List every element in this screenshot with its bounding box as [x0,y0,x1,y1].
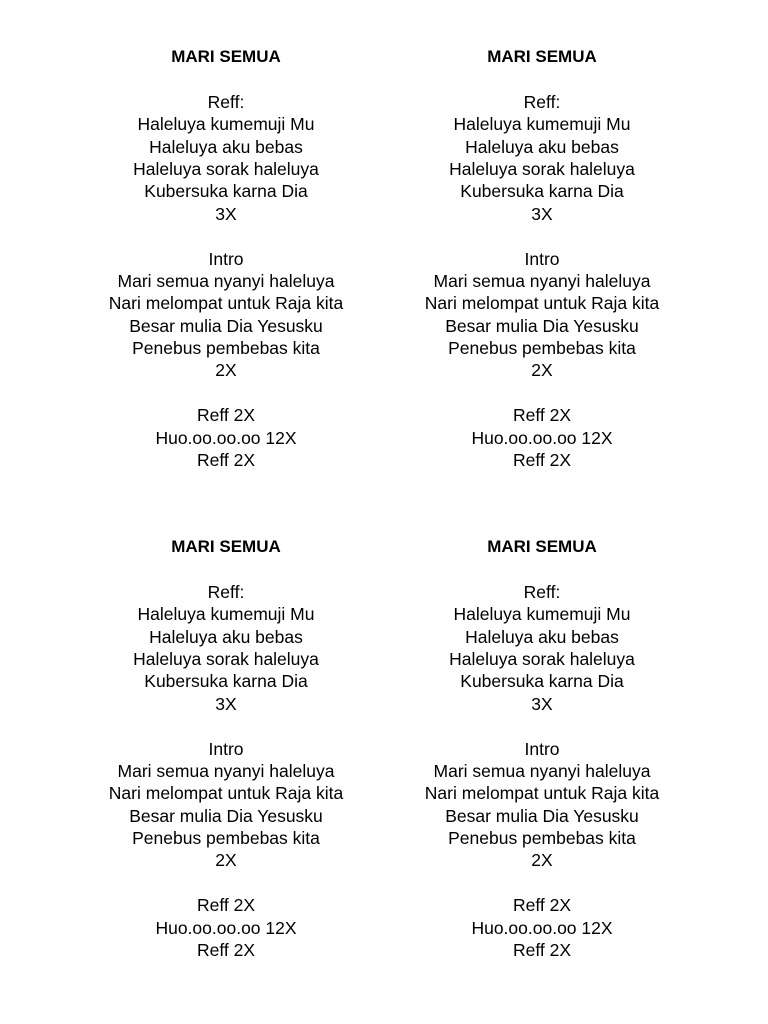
lyric-line: Haleluya kumemuji Mu [137,604,315,625]
lyric-line: Mari semua nyanyi haleluya [117,760,335,781]
lyric-line: Kubersuka karna Dia [460,671,624,692]
repeat-count: 3X [531,203,553,224]
spacer [76,225,376,247]
intro-label: Intro [524,248,560,269]
spacer [392,872,692,894]
lyric-line: Penebus pembebas kita [132,828,320,849]
lyric-line: Huo.oo.oo.oo 12X [471,917,613,938]
lyric-line: Haleluya aku bebas [149,626,303,647]
lyric-line: Kubersuka karna Dia [460,181,624,202]
reff-section [392,91,692,225]
lyric-line: Reff 2X [196,405,256,426]
lyric-line: Nari melompat untuk Raja kita [424,783,660,804]
repeat-count: 2X [531,850,553,871]
lyric-line: Penebus pembebas kita [132,338,320,359]
lyrics-block-bottom-left [76,536,376,961]
repeat-count: 2X [531,360,553,381]
reff-section [76,91,376,225]
intro-section [392,738,692,872]
repeat-count: 2X [215,850,237,871]
lyric-line: Reff 2X [512,450,572,471]
spacer [392,382,692,404]
lyric-line: Haleluya sorak haleluya [133,158,319,179]
lyric-line: Nari melompat untuk Raja kita [424,293,660,314]
lyric-line: Mari semua nyanyi haleluya [117,270,335,291]
repeat-count: 3X [215,693,237,714]
reff-label: Reff: [207,581,245,602]
lyric-line: Haleluya aku bebas [465,626,619,647]
intro-label: Intro [524,738,560,759]
intro-section [76,738,376,872]
lyric-line: Besar mulia Dia Yesusku [129,315,323,336]
intro-label: Intro [208,738,244,759]
lyrics-title: MARI SEMUA [487,47,597,66]
outro-section [76,894,376,961]
lyrics-block-top-left [76,46,376,471]
lyric-line: Haleluya sorak haleluya [449,158,635,179]
repeat-count: 2X [215,360,237,381]
lyric-line: Haleluya kumemuji Mu [453,604,631,625]
lyric-line: Kubersuka karna Dia [144,181,308,202]
lyric-line: Reff 2X [512,940,572,961]
reff-section [76,581,376,715]
lyric-line: Haleluya kumemuji Mu [453,114,631,135]
outro-section [392,894,692,961]
lyric-line: Besar mulia Dia Yesusku [129,805,323,826]
lyric-line: Haleluya sorak haleluya [449,648,635,669]
reff-label: Reff: [523,581,561,602]
lyric-line: Kubersuka karna Dia [144,671,308,692]
lyrics-block-bottom-right [392,536,692,961]
intro-section [76,248,376,382]
lyrics-title: MARI SEMUA [171,47,281,66]
lyric-line: Penebus pembebas kita [448,338,636,359]
lyric-line: Nari melompat untuk Raja kita [108,783,344,804]
lyric-line: Penebus pembebas kita [448,828,636,849]
repeat-count: 3X [531,693,553,714]
repeat-count: 3X [215,203,237,224]
lyric-line: Mari semua nyanyi haleluya [433,760,651,781]
lyric-line: Besar mulia Dia Yesusku [445,315,639,336]
lyric-line: Huo.oo.oo.oo 12X [471,427,613,448]
lyric-line: Reff 2X [512,405,572,426]
reff-label: Reff: [523,91,561,112]
lyrics-title: MARI SEMUA [487,537,597,556]
spacer [76,872,376,894]
lyric-line: Huo.oo.oo.oo 12X [155,917,297,938]
outro-section [76,404,376,471]
lyric-line: Reff 2X [512,895,572,916]
lyric-line: Haleluya aku bebas [465,136,619,157]
intro-label: Intro [208,248,244,269]
spacer [76,715,376,737]
lyric-line: Haleluya aku bebas [149,136,303,157]
spacer [392,225,692,247]
lyric-line: Nari melompat untuk Raja kita [108,293,344,314]
lyric-line: Haleluya sorak haleluya [133,648,319,669]
lyric-line: Besar mulia Dia Yesusku [445,805,639,826]
lyrics-block-top-right [392,46,692,471]
lyric-line: Reff 2X [196,895,256,916]
outro-section [392,404,692,471]
spacer [76,382,376,404]
lyric-line: Mari semua nyanyi haleluya [433,270,651,291]
lyric-line: Haleluya kumemuji Mu [137,114,315,135]
lyric-line: Reff 2X [196,940,256,961]
intro-section [392,248,692,382]
lyric-line: Huo.oo.oo.oo 12X [155,427,297,448]
lyric-line: Reff 2X [196,450,256,471]
reff-label: Reff: [207,91,245,112]
spacer [392,715,692,737]
reff-section [392,581,692,715]
lyrics-title: MARI SEMUA [171,537,281,556]
